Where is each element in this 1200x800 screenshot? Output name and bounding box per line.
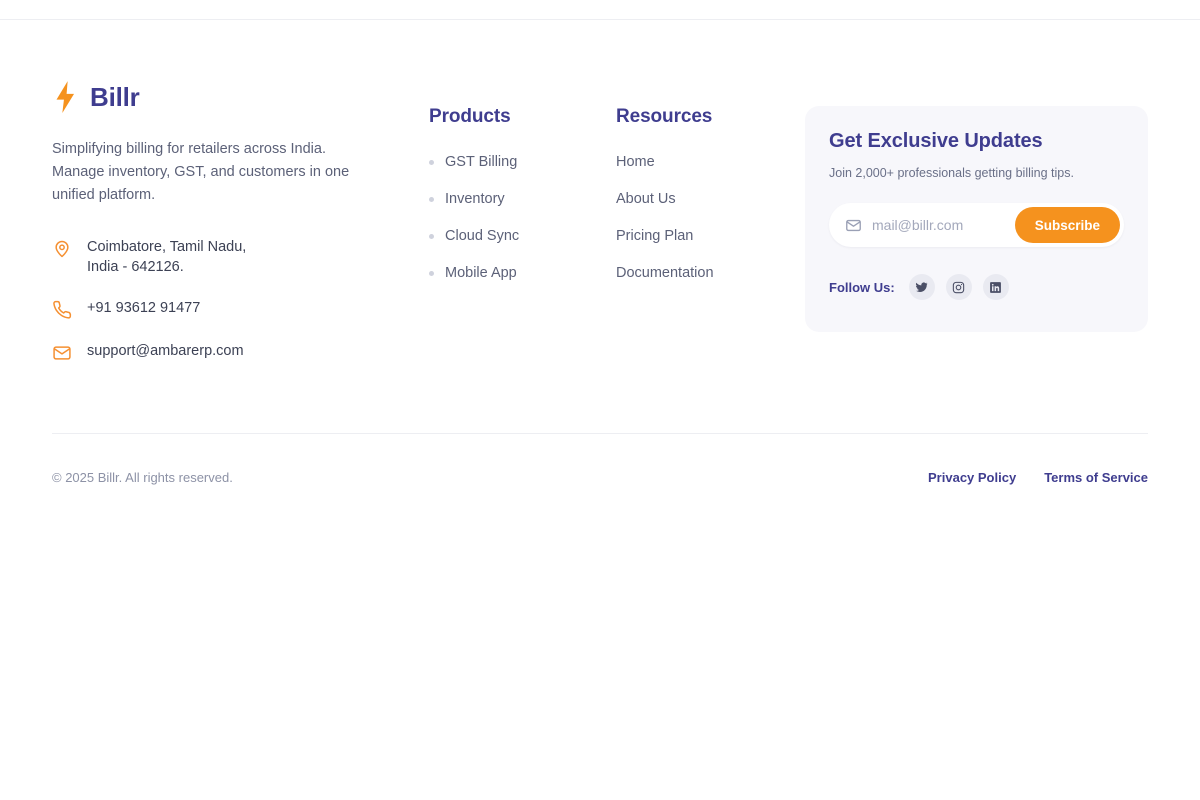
social-link-linkedin[interactable] bbox=[983, 274, 1009, 300]
bullet-dot-icon bbox=[429, 160, 434, 165]
footer-link-label: GST Billing bbox=[445, 154, 518, 170]
bullet-dot-icon bbox=[429, 197, 434, 202]
social-link-instagram[interactable] bbox=[946, 274, 972, 300]
twitter-icon bbox=[915, 281, 928, 294]
subscribe-button[interactable]: Subscribe bbox=[1015, 207, 1120, 243]
phone-icon bbox=[52, 300, 72, 320]
footer-link-gst-billing[interactable] bbox=[429, 154, 579, 170]
footer-link-mobile-app[interactable] bbox=[429, 265, 579, 281]
contact-phone[interactable] bbox=[52, 298, 382, 320]
contact-phone-text: +91 93612 91477 bbox=[87, 300, 201, 316]
email-input[interactable] bbox=[862, 217, 1015, 233]
newsletter-title: Get Exclusive Updates bbox=[829, 130, 1043, 152]
newsletter-card bbox=[805, 106, 1148, 332]
mail-icon bbox=[52, 343, 72, 363]
footer-link-about-us[interactable] bbox=[616, 191, 786, 207]
follow-us-label: Follow Us: bbox=[829, 279, 895, 295]
footer-links-resources bbox=[616, 154, 786, 281]
footer-column-resources bbox=[616, 106, 786, 281]
newsletter-subtitle: Join 2,000+ professionals getting billing tips. bbox=[829, 166, 1074, 180]
footer-link-label: About Us bbox=[616, 191, 676, 207]
contact-address-text: Coimbatore, Tamil Nadu, India - 642126. bbox=[87, 239, 247, 275]
footer-links-products bbox=[429, 154, 579, 281]
terms-of-service-link[interactable]: Terms of Service bbox=[1044, 470, 1148, 485]
footer-link-label: Documentation bbox=[616, 265, 714, 281]
newsletter-form bbox=[829, 203, 1124, 247]
footer-link-label: Cloud Sync bbox=[445, 228, 520, 244]
bottom-divider bbox=[52, 433, 1148, 434]
footer-column-products bbox=[429, 106, 579, 281]
footer-link-cloud-sync[interactable] bbox=[429, 228, 579, 244]
footer-link-documentation[interactable] bbox=[616, 265, 786, 281]
social-link-twitter[interactable] bbox=[909, 274, 935, 300]
privacy-policy-link[interactable]: Privacy Policy bbox=[928, 470, 1017, 485]
brand-column bbox=[52, 80, 382, 363]
top-divider bbox=[0, 19, 1200, 20]
bullet-dot-icon bbox=[429, 234, 434, 239]
footer-link-label: Mobile App bbox=[445, 265, 517, 281]
brand-description: Simplifying billing for retailers across India. Manage inventory, GST, and customers in one unified platform. bbox=[52, 141, 350, 203]
footer-link-label: Pricing Plan bbox=[616, 228, 694, 244]
location-pin-icon bbox=[52, 239, 72, 259]
copyright-text: © 2025 Billr. All rights reserved. bbox=[52, 470, 233, 485]
brand-logo-row[interactable] bbox=[52, 80, 382, 114]
contact-list bbox=[52, 237, 382, 363]
contact-email[interactable] bbox=[52, 341, 382, 363]
instagram-icon bbox=[952, 281, 965, 294]
follow-us-row bbox=[829, 274, 1124, 300]
footer-link-pricing-plan[interactable] bbox=[616, 228, 786, 244]
footer-column-title-resources: Resources bbox=[616, 106, 713, 127]
mail-icon bbox=[845, 217, 862, 234]
footer-link-home[interactable] bbox=[616, 154, 786, 170]
contact-email-text: support@ambarerp.com bbox=[87, 343, 244, 359]
bullet-dot-icon bbox=[429, 271, 434, 276]
footer-link-label: Inventory bbox=[445, 191, 505, 207]
contact-address bbox=[52, 237, 382, 277]
footer-link-inventory[interactable] bbox=[429, 191, 579, 207]
brand-name: Billr bbox=[90, 81, 140, 112]
bolt-icon bbox=[52, 80, 78, 114]
linkedin-icon bbox=[989, 281, 1002, 294]
legal-links bbox=[928, 470, 1148, 485]
footer-link-label: Home bbox=[616, 154, 655, 170]
footer-column-title-products: Products bbox=[429, 106, 511, 127]
